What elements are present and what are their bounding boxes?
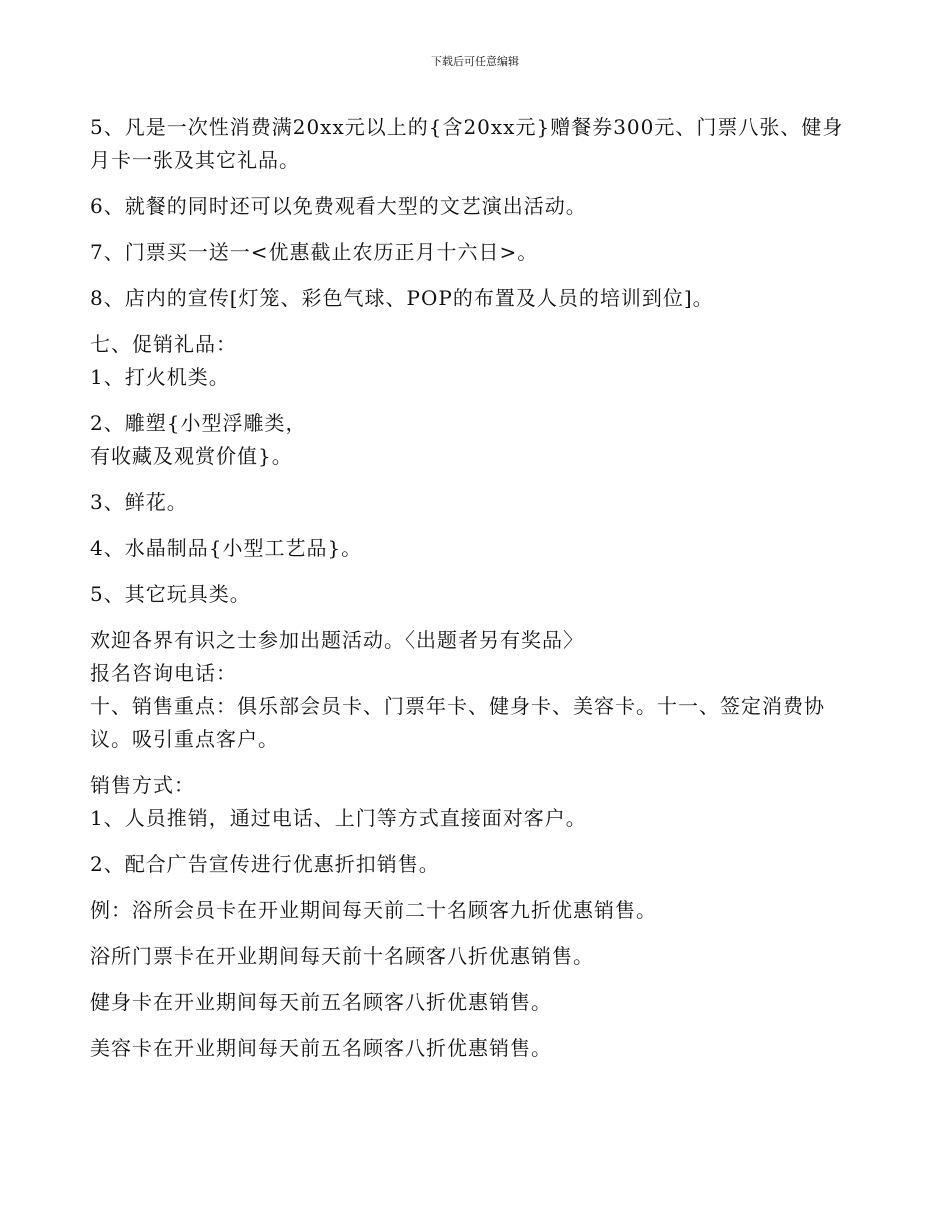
gift-item-2-line-2: 有收藏及观赏价值}。 (90, 444, 293, 468)
paragraph-item-5-line-1: 5、凡是一次性消费满20xx元以上的{含20xx元}赠餐券300元、门票八张、健身 (90, 115, 844, 139)
gift-item-2-line-1: 2、雕塑{小型浮雕类， (90, 411, 307, 435)
sales-focus-line-2: 议。吸引重点客户。 (90, 727, 279, 751)
sales-method-heading: 销售方式： (90, 773, 195, 797)
example-bath-membership: 例：浴所会员卡在开业期间每天前二十名顾客九折优惠销售。 (90, 898, 657, 922)
sales-method-1: 1、人员推销，通过电话、上门等方式直接面对客户。 (90, 806, 587, 830)
section-heading-gifts: 七、促销礼品： (90, 332, 237, 356)
paragraph-item-8: 8、店内的宣传[灯笼、彩色气球、POP的布置及人员的培训到位]。 (90, 286, 714, 310)
example-bath-ticket: 浴所门票卡在开业期间每天前十名顾客八折优惠销售。 (90, 944, 594, 968)
example-beauty-card: 美容卡在开业期间每天前五名顾客八折优惠销售。 (90, 1036, 552, 1060)
example-fitness-card: 健身卡在开业期间每天前五名顾客八折优惠销售。 (90, 990, 552, 1014)
sales-focus-line-1: 十、销售重点：俱乐部会员卡、门票年卡、健身卡、美容卡。十一、签定消费协 (90, 694, 825, 718)
gift-item-4: 4、水晶制品{小型工艺品}。 (90, 536, 363, 560)
paragraph-item-7: 7、门票买一送一<优惠截止农历正月十六日>。 (90, 240, 539, 264)
gift-item-1: 1、打火机类。 (90, 365, 230, 389)
document-body (90, 111, 860, 1065)
invitation-text: 欢迎各界有识之士参加出题活动。〈出题者另有奖品〉 (90, 628, 584, 652)
gift-item-5: 5、其它玩具类。 (90, 582, 251, 606)
page-header: 下载后可任意编辑 (431, 55, 519, 68)
paragraph-item-5-line-2: 月卡一张及其它礼品。 (90, 148, 300, 172)
contact-phone-label: 报名咨询电话： (90, 661, 237, 685)
sales-method-2: 2、配合广告宣传进行优惠折扣销售。 (90, 852, 440, 876)
gift-item-3: 3、鲜花。 (90, 490, 188, 514)
paragraph-item-6: 6、就餐的同时还可以免费观看大型的文艺演出活动。 (90, 194, 587, 218)
